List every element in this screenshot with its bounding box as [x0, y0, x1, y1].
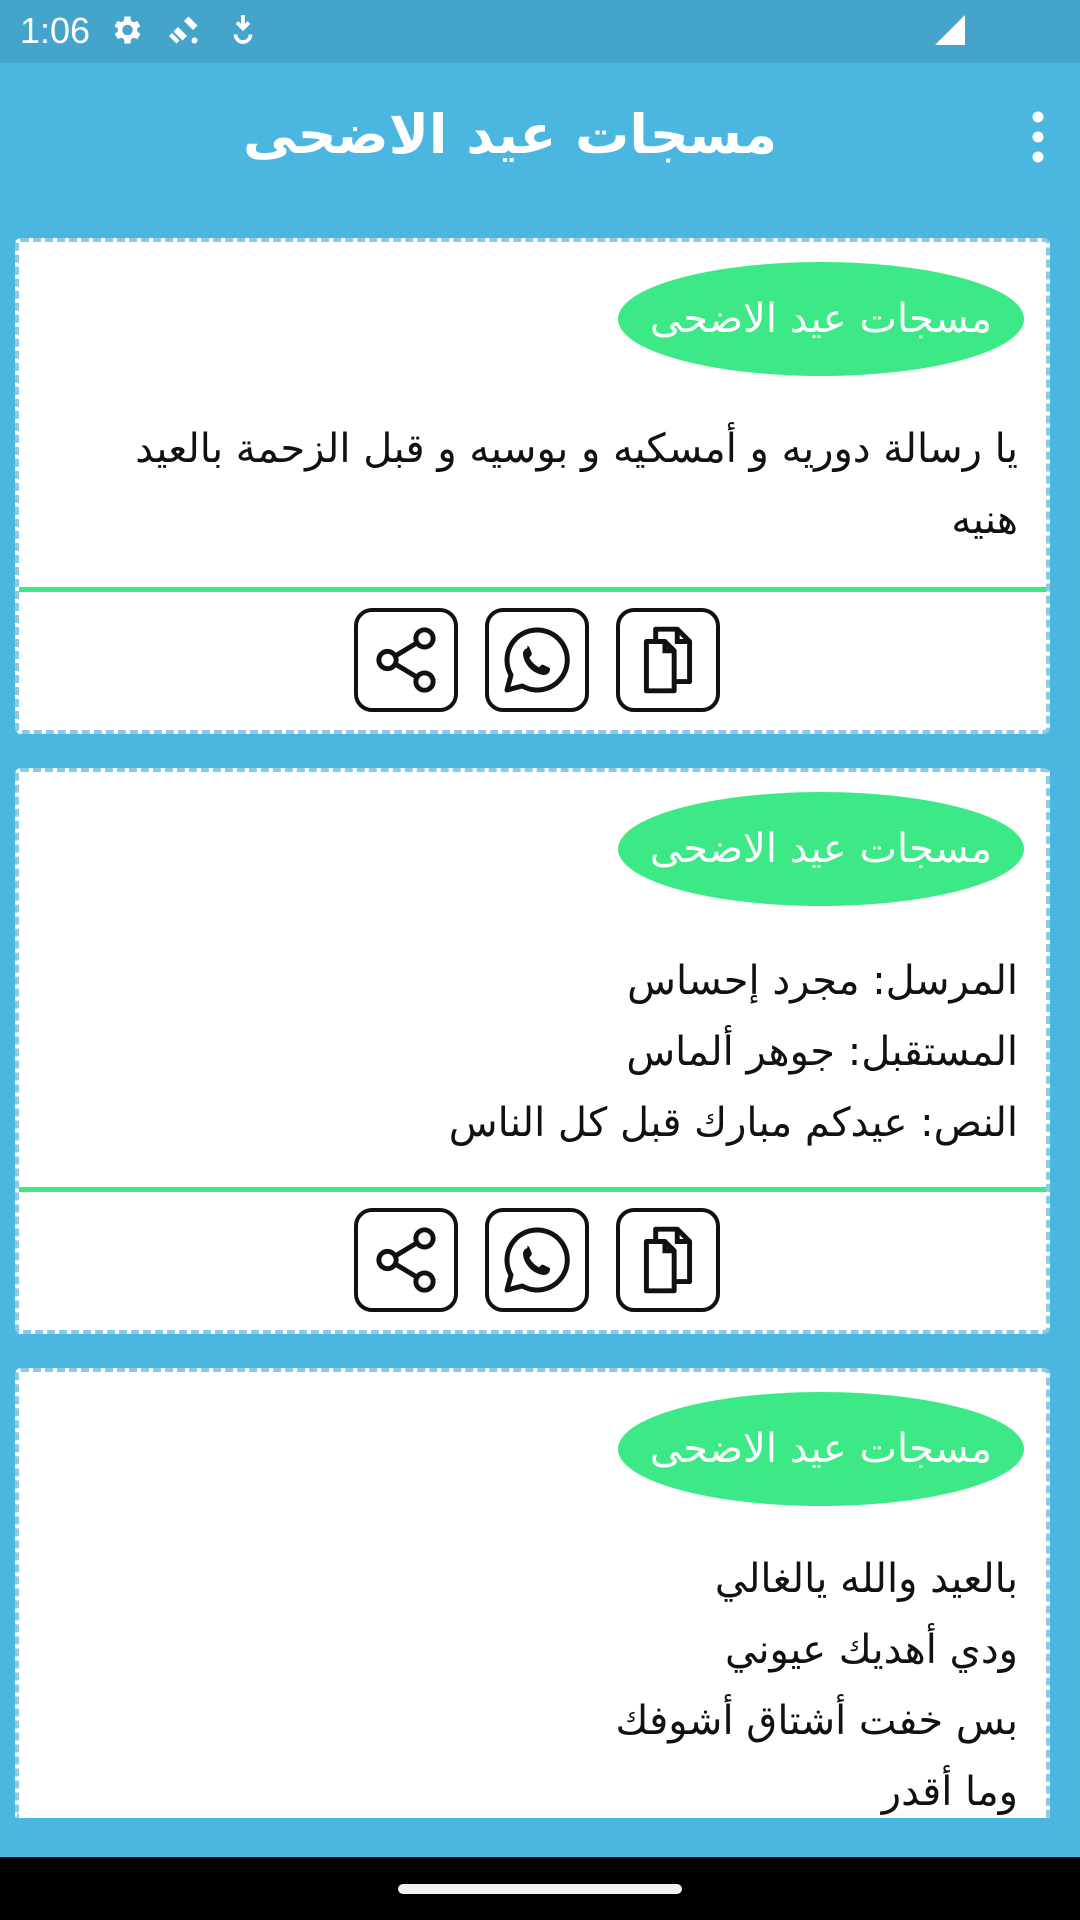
whatsapp-icon	[497, 1220, 577, 1300]
message-line: يا رسالة دوريه و أمسكيه و بوسيه و قبل الزحمة بالعيد	[135, 426, 1018, 472]
message-card	[15, 238, 1050, 734]
message-line: بالعيد والله يالغالي	[714, 1556, 1018, 1602]
copy-icon	[631, 623, 705, 697]
settings-icon	[108, 12, 144, 48]
card-divider	[19, 587, 1046, 592]
message-line: ودي أهديك عيوني	[725, 1627, 1018, 1673]
message-card	[15, 1368, 1050, 1818]
card-badge: مسجات عيد الاضحى	[618, 262, 1024, 376]
share-button[interactable]	[354, 1208, 458, 1312]
whatsapp-button[interactable]	[485, 1208, 589, 1312]
message-line: المرسل: مجرد إحساس	[627, 958, 1018, 1004]
navigation-bar	[0, 1857, 1080, 1920]
message-text	[59, 946, 1018, 1159]
share-icon	[369, 623, 443, 697]
card-badge: مسجات عيد الاضحى	[618, 792, 1024, 906]
card-badge: مسجات عيد الاضحى	[618, 1392, 1024, 1506]
copy-icon	[631, 1223, 705, 1297]
satellite-icon	[166, 12, 202, 48]
message-line: وما أقدر	[881, 1769, 1018, 1815]
action-row	[19, 608, 1046, 710]
message-line: المستقبل: جوهر ألماس	[626, 1029, 1018, 1075]
card-divider	[19, 1187, 1046, 1192]
signal-icon	[930, 12, 970, 48]
action-row	[19, 1208, 1046, 1310]
status-time: 1:06	[20, 10, 91, 51]
status-bar	[0, 0, 1080, 63]
copy-button[interactable]	[616, 1208, 720, 1312]
message-line: بس خفت أشتاق أشوفك	[615, 1698, 1018, 1744]
whatsapp-button[interactable]	[485, 608, 589, 712]
share-button[interactable]	[354, 608, 458, 712]
more-vert-icon[interactable]	[1018, 107, 1058, 167]
app-bar	[0, 63, 1080, 210]
message-text	[59, 414, 1018, 556]
share-icon	[369, 1223, 443, 1297]
message-card	[15, 768, 1050, 1334]
home-gesture-handle[interactable]	[398, 1884, 682, 1894]
message-text	[59, 1544, 1018, 1818]
message-line: النص: عيدكم مبارك قبل كل الناس	[448, 1100, 1018, 1146]
copy-button[interactable]	[616, 608, 720, 712]
page-title: مسجات عيد الاضحى	[242, 103, 777, 166]
download-status-icon	[228, 12, 258, 48]
whatsapp-icon	[497, 620, 577, 700]
message-line: هنيه	[951, 497, 1018, 543]
